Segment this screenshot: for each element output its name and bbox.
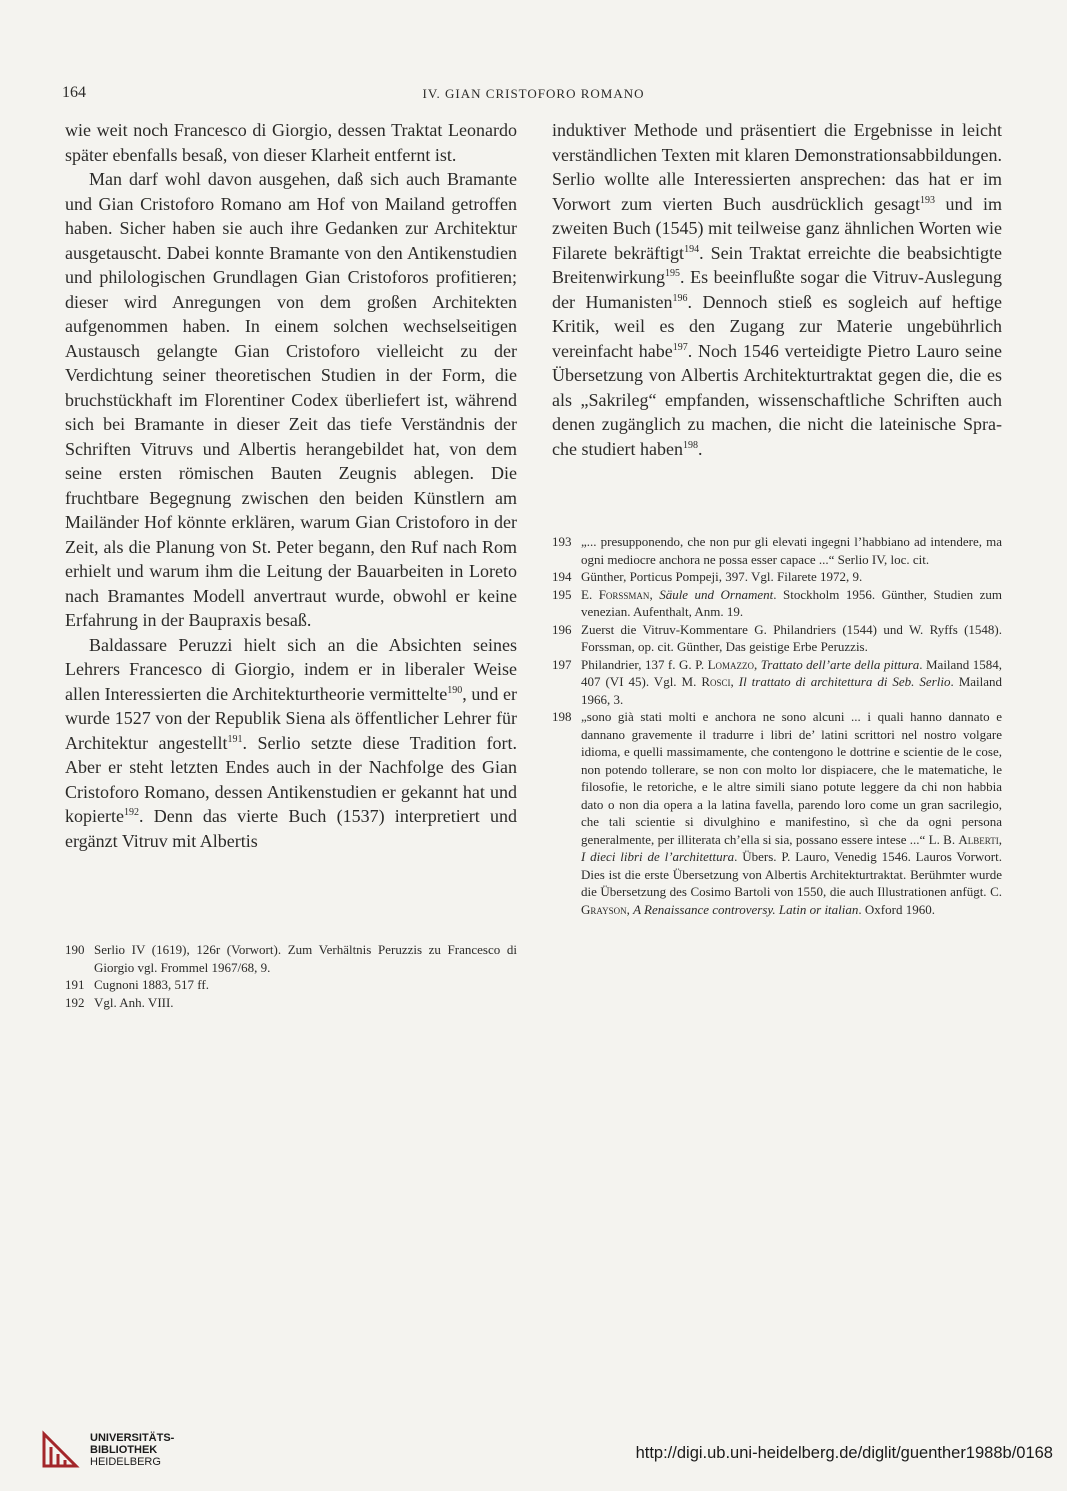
- text-run: Baldassare Peruzzi hielt sich an die Absichten seines Lehrers Francesco di Giorgio, indem er in liberaler Weise allen Interessierten die Architekturtheorie vermittelte: [65, 634, 517, 704]
- text-run: Philandrier, 137 f. G. P.: [581, 656, 708, 672]
- footnote-195: [552, 586, 1002, 621]
- book-title: Säule und Ornament: [659, 586, 774, 602]
- text-run: ,: [754, 656, 761, 672]
- footnote-text: „... presupponendo, che non pur gli elevati ingegni l’habbiano ad intendere, ma ogni mediocre anchora ne possa esser capace ...“ Serlio IV, loc. cit.: [581, 534, 1002, 567]
- footnote-number: 195: [552, 586, 572, 602]
- text-run: . Es beeinflußte sogar die Vitruv-Auslegung der Humanisten: [552, 267, 1002, 312]
- text-run: . Noch 1546 verteidigte Pietro Lauro seine Übersetzung von Albertis Architekturtraktat gegen die, die es als „Sakrileg“ empfanden, wissenschaftliche Schriften auch denen zugänglich zu machen, die nicht die lateinische Sprache studiert haben: [552, 340, 1002, 459]
- text-run: . Sein Traktat erreichte die beabsichtigte Breitenwirkung: [552, 242, 1002, 287]
- logo-line-1: UNIVERSITÄTS-: [90, 1432, 175, 1444]
- footnote-text: Günther, Porticus Pompeji, 397. Vgl. Filarete 1972, 9.: [581, 569, 863, 584]
- left-paragraph-3: [65, 633, 517, 854]
- footnote-number: 198: [552, 709, 572, 724]
- footnote-ref-191[interactable]: 191: [227, 733, 243, 745]
- text-run: .: [697, 438, 703, 459]
- text-run: E.: [581, 586, 599, 602]
- footnote-text: Zuerst die Vitruv-Kommentare G. Philandriers (1544) und W. Ryffs (1548). Forssman, op. cit. Günther, Das geistige Erbe Peruzzis.: [581, 621, 1002, 654]
- text-run: induktiver Methode und präsentiert die Ergebnisse in leicht verständlichen Texten mit klaren Demonstrationsabbildungen. Serlio wollte alle Interessierten ansprechen: das hat er im Vorwort zum vierten Buch ausdrücklich gesagt: [552, 120, 1002, 214]
- footnote-ref-197[interactable]: 197: [672, 341, 688, 353]
- text-run: . Stockholm 1956. Günther, Studien zum venezian. Aufenthalt, Anm. 19.: [581, 586, 1002, 619]
- text-run: . Übers. P. Lauro, Venedig 1546. Lauros Vorwort. Dies ist die erste Übersetzung von Albertis Architekturtraktat. Berühmter wurde die Übersetzung des Cosimo Bartoli von 1550, die auch Illustrationen anfügt. C.: [581, 849, 1002, 899]
- footnote-ref-196[interactable]: 196: [672, 292, 688, 304]
- left-paragraph-1: wie weit noch Francesco di Giorgio, dessen Traktat Leonardo später ebenfalls besaß, von dieser Klarheit entfernt ist.: [65, 120, 517, 165]
- footnote-197: [552, 656, 1002, 709]
- text-run: . Denn das vierte Buch (1537) interpretiert und ergänzt Vitruv mit Albertis: [65, 806, 517, 851]
- footnote-193: [552, 533, 1002, 568]
- text-run: . Serlio setzte diese Tradition fort. Aber er steht letzten Endes auch in der Nachfolge des Gian Cristoforo Romano, dessen Antikenstudien er gekannt hat und kopierte: [65, 732, 518, 826]
- text-run: . Dennoch stieß es sogleich auf heftige Kritik, weil es den Zugang zur Materie ungebührlich vereinfacht habe: [552, 291, 1002, 361]
- footnote-192: [65, 994, 517, 1012]
- footnote-ref-190[interactable]: 190: [447, 684, 463, 696]
- footnote-ref-192[interactable]: 192: [123, 807, 139, 818]
- footnote-number: 194: [552, 569, 572, 584]
- footnote-191: [65, 976, 517, 994]
- logo-line-2: BIBLIOTHEK: [90, 1444, 158, 1456]
- footnote-198: [552, 708, 1002, 918]
- footnote-number: 190: [65, 942, 85, 957]
- right-column: [552, 118, 1002, 461]
- book-title: Il trattato di architettura di Seb. Serlio: [738, 674, 951, 689]
- left-column: [65, 118, 517, 853]
- text-run: . Oxford 1960.: [858, 901, 935, 917]
- footnote-196: [552, 621, 1002, 656]
- text-run: ,: [626, 901, 634, 917]
- text-run: und im zweiten Buch (1545) mit teilweise ganz ähnlichen Worten wie Filarete bekräftigt: [552, 193, 1002, 263]
- footnote-ref-195[interactable]: 195: [664, 268, 680, 279]
- footnote-number: 192: [65, 994, 85, 1010]
- footnote-text: Vgl. Anh. VIII.: [94, 994, 174, 1010]
- text-run: , und er wurde 1527 von der Republik Siena als öffentlicher Lehrer für Architektur angestellt: [65, 683, 518, 753]
- footnote-number: 197: [552, 656, 572, 672]
- library-name: [90, 1432, 174, 1468]
- text-run: ,: [730, 674, 739, 689]
- right-paragraph-1: [552, 118, 1002, 461]
- running-title: IV. GIAN CRISTOFORO ROMANO: [422, 86, 645, 101]
- book-title: Trattato dell’arte della pittura: [760, 656, 920, 672]
- footnote-ref-198[interactable]: 198: [682, 439, 698, 451]
- text-run: ,: [649, 586, 660, 602]
- library-logo[interactable]: [40, 1430, 174, 1470]
- footnotes-right: [552, 533, 1002, 918]
- footnote-ref-193[interactable]: 193: [920, 194, 936, 206]
- book-title: I dieci libri de l’architettura: [581, 849, 735, 864]
- text-run: . Mailand 1584, 407 (VI 45). Vgl. M.: [581, 656, 1003, 689]
- footnote-ref-194[interactable]: 194: [684, 243, 700, 255]
- footnote-text: Serlio IV (1619), 126r (Vorwort). Zum Verhältnis Peruzzis zu Francesco di Giorgio vgl. Frommel 1967/68, 9.: [94, 942, 517, 975]
- footnote-number: 191: [65, 977, 85, 992]
- footnote-194: [552, 568, 1002, 586]
- source-url[interactable]: http://digi.ub.uni-heidelberg.de/diglit/guenther1988b/0168: [635, 1444, 1053, 1462]
- footnote-number: 196: [552, 621, 572, 637]
- footnotes-left: [65, 941, 517, 1011]
- author-name: Alberti: [958, 831, 999, 847]
- library-emblem-icon: [40, 1430, 80, 1470]
- text-run: ,: [998, 831, 1002, 847]
- author-name: Lomazzo: [707, 656, 755, 672]
- author-name: Rosci: [701, 674, 731, 689]
- logo-line-3: HEIDELBERG: [90, 1456, 161, 1468]
- footnote-text: Cugnoni 1883, 517 ff.: [94, 977, 209, 992]
- text-run: „sono già stati molti e anchora ne sono alcuni ... i quali hanno dannato e dannano gravemente il tradurre i libri de’ latini scrittori nel nostro volgare idioma, e quelli massimamente, che contengono le dottrine e scientie de le cose, non potendo tollerare, se non con molto lor dispiacere, che le matematiche, le filosofie, le retoriche, e le altre simili siano potute leggere da chi non habbia dato o non dia opera a la latina favella, parendo loro come un gran sacrilegio, che tali scientie si divulghino e manifestino, sì che da ogni persona generalmente, per illiterata ch’ella si sia, possano essere intese ...“ L. B.: [581, 709, 1002, 847]
- page-number: 164: [62, 84, 86, 101]
- footnote-number: 193: [552, 534, 572, 549]
- author-name: Forssman: [598, 586, 650, 602]
- book-title: A Renaissance controversy. Latin or italian: [633, 901, 859, 917]
- text-run: . Mailand 1966, 3.: [581, 674, 1003, 707]
- left-paragraph-2: Man darf wohl davon ausgehen, daß sich auch Bramante und Gian Cristoforo Romano am Hof von Mailand getroffen haben. Sicher haben sie auch ihre Gedanken zur Architektur ausgetauscht. Dabei konnte Bramante von den Antikenstudien und philologischen Grundlagen Gian Cristoforos profitieren; dieser wird Anregungen von dem großen Architekten aufgenommen haben. In einem solchen wechselseitigen Austausch gelangte Gian Cristoforo vielleicht zu der Verdichtung seiner theoretischen Studien in der Form, die bruchstückhaft im Florentiner Codex überliefert ist, während sich bei Bramante in dieser Zeit das tiefe Verständnis der Schriften Vitruvs und Albertis herangebildet hat, von dem seine ersten römischen Bauten Zeugnis ablegen. Die fruchtbare Begegnung zwischen den beiden Künstlern am Mailänder Hof könnte erklären, warum Gian Cristoforo in der Zeit, als die Planung von St. Peter begann, den Ruf nach Rom erhielt und warum ihm die Leitung der Bauarbeiten in Loreto nach Bramantes Modell anvertraut wurde, obwohl er keine Erfahrung in der Baupraxis besaß.: [65, 169, 517, 630]
- footnote-190: [65, 941, 517, 976]
- author-name: Grayson: [581, 901, 627, 917]
